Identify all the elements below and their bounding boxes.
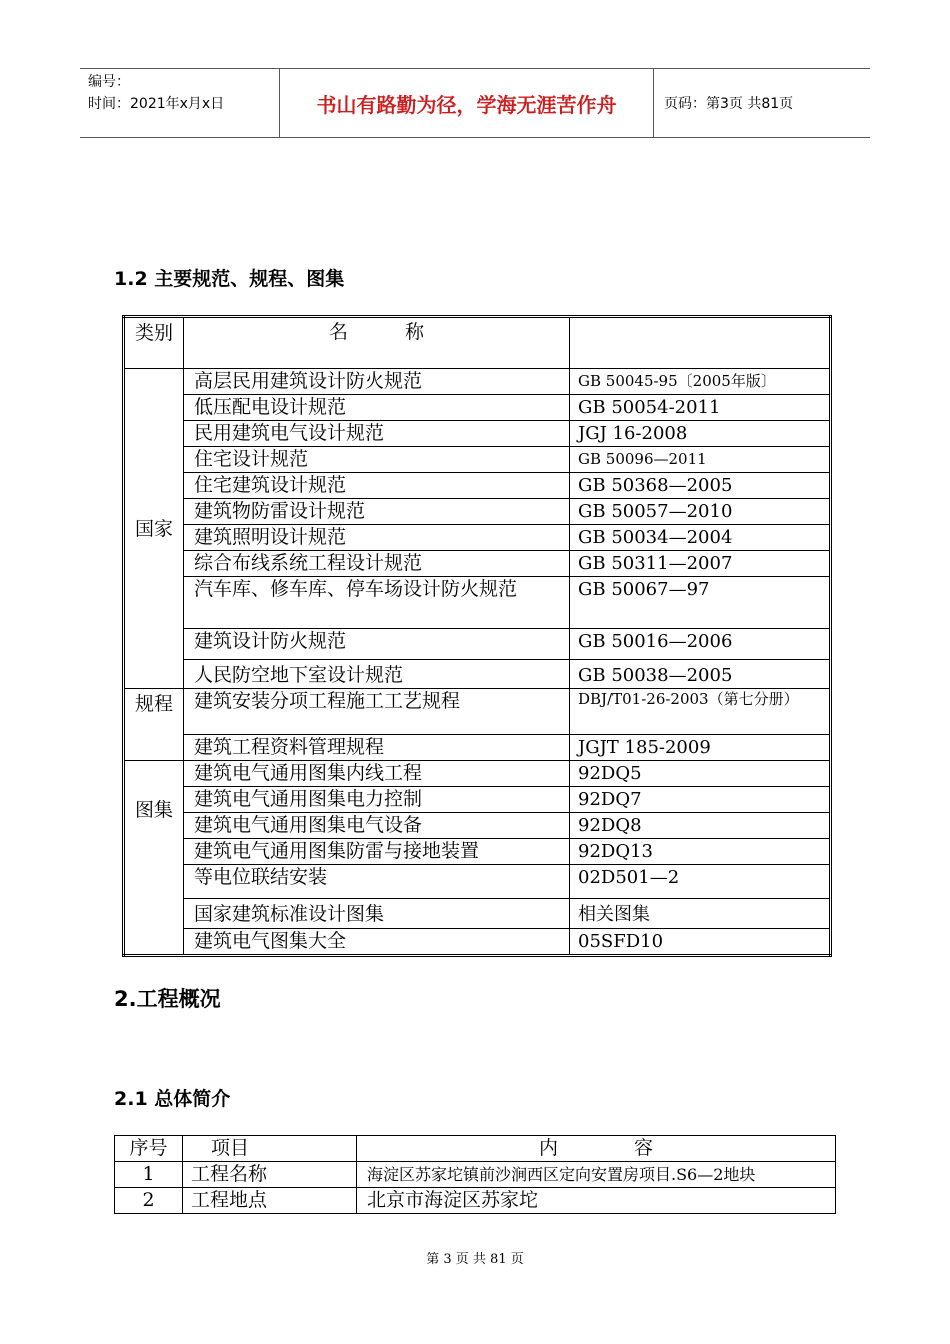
table-row-name: 汽车库、修车库、停车场设计防火规范 bbox=[184, 577, 570, 629]
table-row-name: 建筑设计防火规范 bbox=[184, 629, 570, 660]
table-row-code: 92DQ13 bbox=[570, 839, 831, 865]
table-row-name: 建筑工程资料管理规程 bbox=[184, 735, 570, 761]
section-1-2-title: 1.2 主要规范、规程、图集 bbox=[114, 268, 345, 290]
category-atlas: 图集 bbox=[124, 761, 184, 956]
header-page-info: 页码：第3页 共81页 bbox=[664, 96, 794, 112]
table-row-code: DBJ/T01-26-2003（第七分册） bbox=[570, 689, 831, 735]
table-row-code: GB 50016—2006 bbox=[570, 629, 831, 660]
overview-table bbox=[114, 1135, 836, 1214]
table-row-code: GB 50034—2004 bbox=[570, 525, 831, 551]
table-row-code: GB 50067—97 bbox=[570, 577, 831, 629]
header-item: 项目 bbox=[183, 1136, 357, 1162]
header-content: 内 容 bbox=[357, 1136, 836, 1162]
table-row-code: GB 50045-95〔2005年版〕 bbox=[570, 369, 831, 395]
header-motto: 书山有路勤为径，学海无涯苦作舟 bbox=[280, 69, 654, 137]
page-footer: 第 3 页 共 81 页 bbox=[426, 1252, 524, 1267]
table-row-code: 05SFD10 bbox=[570, 929, 831, 956]
table-row-code: 92DQ5 bbox=[570, 761, 831, 787]
table-row-name: 建筑安装分项工程施工工艺规程 bbox=[184, 689, 570, 735]
table-row-code: 相关图集 bbox=[570, 899, 831, 929]
row-item: 工程名称 bbox=[183, 1162, 357, 1188]
header-meta bbox=[80, 69, 280, 137]
header-code bbox=[570, 317, 831, 369]
row-content: 海淀区苏家坨镇前沙涧西区定向安置房项目.S6—2地块 bbox=[357, 1162, 836, 1188]
table-row-code: GB 50057—2010 bbox=[570, 499, 831, 525]
table-row-code: JGJ 16-2008 bbox=[570, 421, 831, 447]
table-row-name: 等电位联结安装 bbox=[184, 865, 570, 899]
section-2-title: 2.工程概况 bbox=[114, 987, 221, 1011]
table-row-name: 国家建筑标准设计图集 bbox=[184, 899, 570, 929]
table-row-name: 建筑物防雷设计规范 bbox=[184, 499, 570, 525]
page-header bbox=[80, 68, 870, 138]
table-row-name: 高层民用建筑设计防火规范 bbox=[184, 369, 570, 395]
header-number: 编号： bbox=[88, 74, 130, 90]
table-row-code: JGJT 185-2009 bbox=[570, 735, 831, 761]
table-row-code: GB 50054-2011 bbox=[570, 395, 831, 421]
table-row-code: 02D501—2 bbox=[570, 865, 831, 899]
table-row-code: GB 50368—2005 bbox=[570, 473, 831, 499]
table-row-name: 人民防空地下室设计规范 bbox=[184, 660, 570, 689]
standards-table bbox=[122, 315, 832, 957]
table-row-code: 92DQ7 bbox=[570, 787, 831, 813]
row-item: 工程地点 bbox=[183, 1188, 357, 1214]
table-row-name: 建筑电气通用图集防雷与接地装置 bbox=[184, 839, 570, 865]
row-content: 北京市海淀区苏家坨 bbox=[357, 1188, 836, 1214]
table-row-code: GB 50096—2011 bbox=[570, 447, 831, 473]
table-row-name: 建筑照明设计规范 bbox=[184, 525, 570, 551]
table-row-name: 住宅设计规范 bbox=[184, 447, 570, 473]
header-name: 名 称 bbox=[184, 317, 570, 369]
table-row-code: 92DQ8 bbox=[570, 813, 831, 839]
table-row-name: 建筑电气图集大全 bbox=[184, 929, 570, 956]
table-row-name: 民用建筑电气设计规范 bbox=[184, 421, 570, 447]
table-row-name: 建筑电气通用图集电气设备 bbox=[184, 813, 570, 839]
table-row-name: 建筑电气通用图集电力控制 bbox=[184, 787, 570, 813]
table-row-code: GB 50038—2005 bbox=[570, 660, 831, 689]
row-no: 1 bbox=[115, 1162, 183, 1188]
header-category: 类别 bbox=[124, 317, 184, 369]
category-regulations: 规程 bbox=[124, 689, 184, 761]
row-no: 2 bbox=[115, 1188, 183, 1214]
header-time: 时间：2021年x月x日 bbox=[88, 96, 225, 112]
header-no: 序号 bbox=[115, 1136, 183, 1162]
table-row-name: 住宅建筑设计规范 bbox=[184, 473, 570, 499]
table-row-name: 综合布线系统工程设计规范 bbox=[184, 551, 570, 577]
table-row-name: 低压配电设计规范 bbox=[184, 395, 570, 421]
table-row-code: GB 50311—2007 bbox=[570, 551, 831, 577]
category-national: 国家 bbox=[124, 369, 184, 689]
table-row-name: 建筑电气通用图集内线工程 bbox=[184, 761, 570, 787]
section-2-1-title: 2.1 总体简介 bbox=[114, 1088, 231, 1110]
